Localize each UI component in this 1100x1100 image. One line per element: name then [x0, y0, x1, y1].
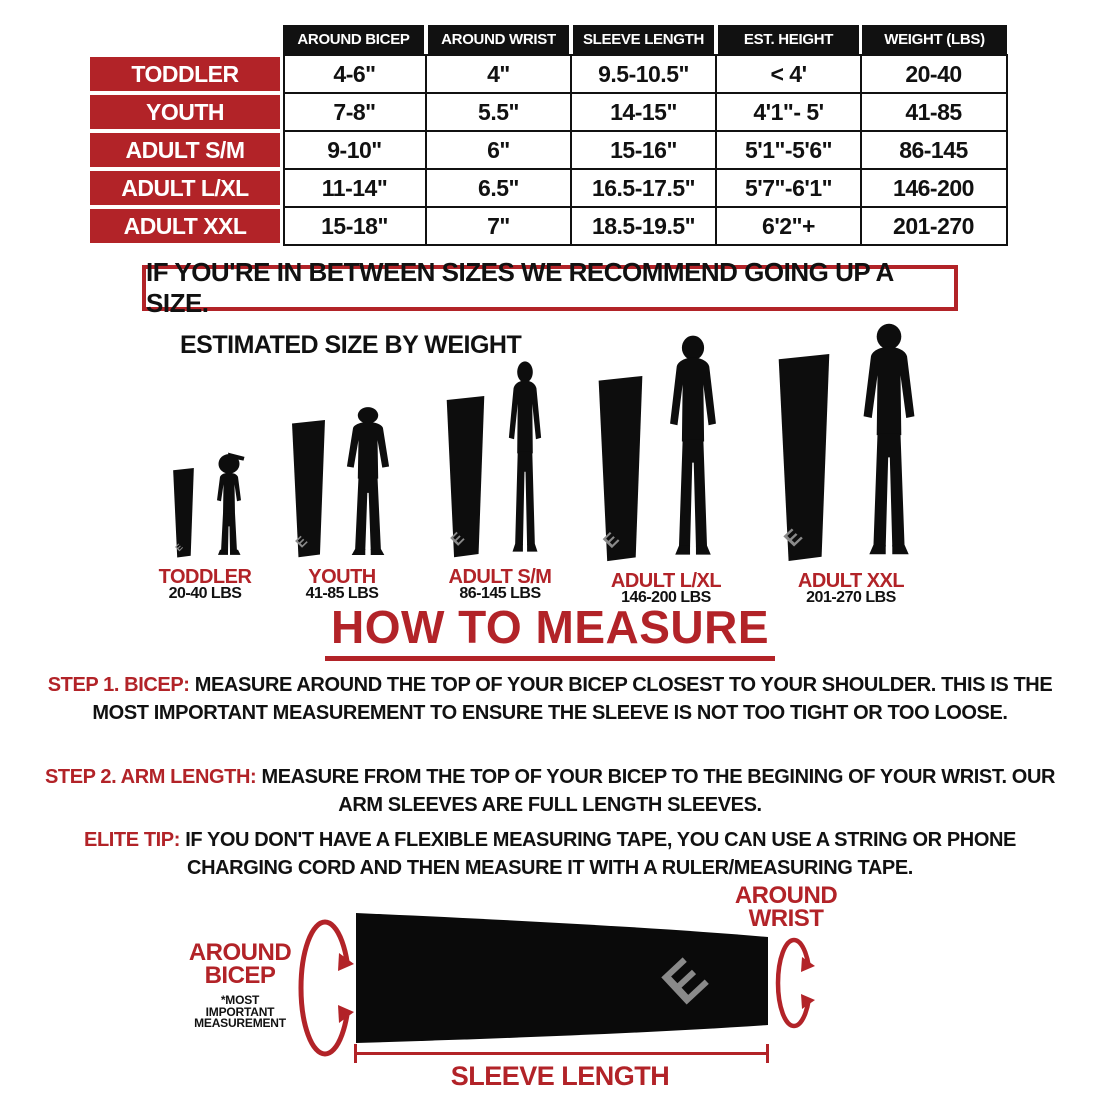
step-2-arm-length: [30, 764, 1070, 819]
elite-tip: [50, 827, 1050, 882]
size-cell: 20-40: [905, 60, 962, 87]
adult-sm-sleeve-icon: [441, 396, 490, 558]
row-header-toddler: TODDLER: [90, 57, 280, 91]
row-header-adult-lxl: ADULT L/XL: [90, 171, 280, 205]
wrist-circle-arrow-icon: [774, 936, 816, 1030]
size-cell: 18.5-19.5": [591, 212, 696, 239]
group-weight-adult-lxl: 146-200 LBS: [621, 589, 711, 606]
group-label-adult-xxl: ADULT XXL: [797, 570, 905, 592]
table-border: [715, 54, 717, 246]
sleeve-length-label: SLEEVE LENGTH: [450, 1061, 670, 1091]
column-header-est-height: EST. HEIGHT: [718, 25, 859, 54]
step-1-text: MEASURE AROUND THE TOP OF YOUR BICEP CLOSEST TO YOUR SHOULDER. THIS IS THE MOST IMPORTANT MEASUREMENT TO ENSURE THE SLEEVE IS NOT TOO TIGHT OR TOO LOOSE.: [92, 674, 1053, 724]
adult-sm-silhouette: [499, 360, 551, 558]
step-1-bicep: [30, 672, 1070, 727]
size-cell: 7-8": [333, 98, 376, 125]
size-cell: 14-15": [610, 98, 677, 125]
around-bicep-label: [160, 941, 320, 987]
sleeve-length-tick-left: [354, 1044, 357, 1063]
how-to-measure-title: HOW TO MEASURE: [325, 600, 775, 661]
row-header-adult-xxl: ADULT XXL: [90, 209, 280, 243]
between-sizes-banner: IF YOU'RE IN BETWEEN SIZES WE RECOMMEND GOING UP A SIZE.: [142, 265, 958, 311]
sleeve-length-tick-right: [766, 1044, 769, 1063]
column-header-sleeve-length: SLEEVE LENGTH: [573, 25, 714, 54]
adult-xxl-silhouette: [848, 322, 930, 562]
step-2-label: STEP 2. ARM LENGTH:: [44, 766, 257, 788]
size-cell: 86-145: [899, 136, 968, 163]
size-cell: 9-10": [327, 136, 382, 163]
group-weight-adult-sm: 86-145 LBS: [459, 585, 541, 602]
size-cell: 4'1"- 5': [753, 98, 824, 125]
group-label-adult-lxl: ADULT L/XL: [610, 570, 722, 592]
size-cell: 15-18": [321, 212, 388, 239]
around-wrist-line1: AROUND: [734, 882, 838, 909]
column-header-weight: WEIGHT (LBS): [862, 25, 1007, 54]
brand-e-logo: E: [651, 947, 719, 1016]
group-weight-youth: 41-85 LBS: [305, 585, 379, 602]
size-cell: 9.5-10.5": [598, 60, 689, 87]
size-cell: 201-270: [893, 212, 974, 239]
youth-silhouette: [334, 406, 402, 560]
table-border: [1006, 54, 1008, 246]
youth-sleeve-icon: [287, 420, 330, 558]
table-border: [570, 54, 572, 246]
around-bicep-line2: BICEP: [204, 962, 276, 989]
note-line2: IMPORTANT: [205, 1004, 275, 1019]
note-line1: *MOST: [220, 993, 260, 1007]
column-header-around-bicep: AROUND BICEP: [283, 25, 424, 54]
size-cell: 5'7"-6'1": [744, 174, 833, 201]
toddler-silhouette: [203, 448, 253, 560]
elite-tip-text: IF YOU DON'T HAVE A FLEXIBLE MEASURING TAPE, YOU CAN USE A STRING OR PHONE CHARGING CORD AND THEN MEASURE IT WITH A RULER/MEASURING TAPE.: [185, 829, 1016, 879]
around-bicep-line1: AROUND: [188, 939, 292, 966]
around-wrist-line2: WRIST: [748, 905, 824, 932]
column-header-around-wrist: AROUND WRIST: [428, 25, 569, 54]
bicep-circle-arrow-icon: [297, 917, 355, 1059]
group-weight-adult-xxl: 201-270 LBS: [806, 589, 896, 606]
row-header-adult-sm: ADULT S/M: [90, 133, 280, 167]
around-wrist-label: [706, 884, 866, 930]
size-cell: 146-200: [893, 174, 974, 201]
how-to-measure-section: [0, 600, 1100, 661]
size-cell: < 4': [770, 60, 807, 87]
table-border: [425, 54, 427, 246]
size-cell: 41-85: [905, 98, 962, 125]
size-cell: 6'2"+: [762, 212, 815, 239]
size-cell: 6": [487, 136, 510, 163]
size-cell: 4": [487, 60, 510, 87]
group-weight-toddler: 20-40 LBS: [168, 585, 242, 602]
size-cell: 7": [487, 212, 510, 239]
size-cell: 5.5": [478, 98, 519, 125]
toddler-sleeve-icon: [170, 468, 197, 558]
size-cell: 16.5-17.5": [591, 174, 696, 201]
most-important-note: [160, 995, 320, 1030]
size-cell: 4-6": [333, 60, 376, 87]
size-cell: 6.5": [478, 174, 519, 201]
group-label-adult-sm: ADULT S/M: [448, 566, 552, 588]
adult-lxl-silhouette: [656, 334, 730, 562]
elite-tip-label: ELITE TIP:: [84, 829, 181, 851]
adult-lxl-sleeve-icon: [592, 376, 649, 562]
group-label-toddler: TODDLER: [158, 566, 252, 588]
group-label-youth: YOUTH: [308, 566, 376, 588]
size-cell: 11-14": [321, 174, 388, 201]
size-cell: 15-16": [610, 136, 677, 163]
step-1-label: STEP 1. BICEP:: [47, 674, 190, 696]
row-header-youth: YOUTH: [90, 95, 280, 129]
adult-xxl-sleeve-icon: [771, 354, 837, 562]
note-line3: MEASUREMENT: [194, 1016, 286, 1030]
sleeve-length-line: [355, 1052, 769, 1055]
step-2-text: MEASURE FROM THE TOP OF YOUR BICEP TO THE BEGINING OF YOUR WRIST. OUR ARM SLEEVES ARE FULL LENGTH SLEEVES.: [261, 766, 1056, 816]
estimated-size-title: ESTIMATED SIZE BY WEIGHT: [180, 331, 522, 359]
size-cell: 5'1"-5'6": [744, 136, 833, 163]
table-border: [283, 244, 1008, 246]
